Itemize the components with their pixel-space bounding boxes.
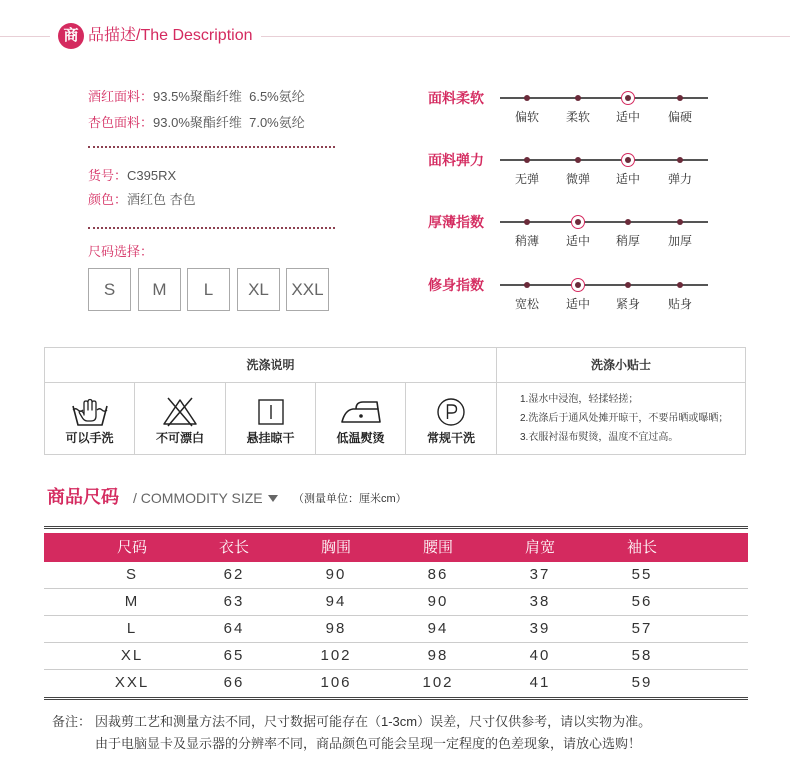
wash-symbol-label: 悬挂晾干 (246, 431, 295, 445)
measurement-unit: （测量单位：厘米cm） (293, 493, 407, 505)
column-header: 肩宽 (524, 539, 555, 556)
table-cell: 94 (427, 620, 449, 637)
wash-symbol-cell (226, 383, 315, 454)
scale-level-label: 适中 (565, 297, 590, 311)
size-option-s[interactable]: S (88, 268, 131, 311)
table-cell: 65 (223, 647, 245, 664)
size-option-m[interactable]: M (138, 268, 181, 311)
table-top-rule (44, 526, 748, 529)
table-row (44, 616, 748, 643)
table-cell: 58 (631, 647, 653, 664)
table-row (44, 562, 748, 589)
material-label: 杏色面料： (88, 115, 154, 130)
scale-level-label: 弹力 (667, 172, 692, 186)
table-cell: XXL (114, 674, 150, 691)
item-number-row (88, 167, 176, 185)
size-chart-subtitle: / COMMODITY SIZE (133, 490, 263, 506)
note-label: 备注： (52, 714, 92, 729)
section-header (50, 22, 261, 50)
material-value: 93.0%聚酯纤维 7.0%氨纶 (153, 115, 305, 130)
hand-wash-icon (45, 395, 134, 429)
wash-symbol-label: 常规干洗 (426, 431, 475, 445)
scale-level-label: 微弹 (565, 172, 590, 186)
scale-level-label: 偏硬 (667, 110, 692, 124)
washing-tip: 1.湿水中浸泡，轻揉轻搓； (520, 394, 639, 405)
table-cell: 55 (631, 566, 653, 583)
scale-level-label: 宽松 (514, 297, 539, 311)
scale-level-label: 贴身 (667, 297, 692, 311)
table-cell: 106 (320, 674, 352, 691)
scale-level-label: 适中 (565, 234, 590, 248)
washing-tip: 2.洗涤后于通风处摊开晾干，不要吊晒或曝晒； (520, 413, 729, 424)
wash-symbol-cell (45, 383, 134, 454)
table-cell: 94 (325, 593, 347, 610)
table-row (44, 643, 748, 670)
scale-level-label: 无弹 (514, 172, 539, 186)
table-cell: S (125, 566, 138, 583)
table-cell: 57 (631, 620, 653, 637)
table-cell: 102 (320, 647, 352, 664)
washing-tip: 3.衣服衬湿布熨烫，温度不宜过高。 (520, 432, 679, 443)
scale-title: 面料柔软 (428, 90, 484, 106)
note-text: 由于电脑显卡及显示器的分辨率不同，商品颜色可能会呈现一定程度的色差现象，请放心选购！ (95, 736, 642, 751)
dry-clean-icon (406, 395, 496, 429)
table-cell: 39 (529, 620, 551, 637)
wash-symbol-label: 可以手洗 (65, 431, 114, 445)
table-cell: 38 (529, 593, 551, 610)
item-number-value: C395RX (127, 168, 177, 183)
table-cell: 90 (325, 566, 347, 583)
section-title: 品描述/The Description (88, 27, 253, 44)
wash-symbol-cell (316, 383, 405, 454)
shop-badge-icon: 商 (58, 23, 84, 49)
hang-dry-icon (226, 395, 315, 429)
scale-title: 厚薄指数 (428, 214, 484, 230)
dotted-divider (88, 146, 335, 148)
softness-scale (428, 88, 718, 128)
column-header: 胸围 (320, 539, 351, 556)
table-cell: 63 (223, 593, 245, 610)
dotted-divider (88, 227, 335, 229)
material-row (88, 114, 305, 132)
table-row (44, 589, 748, 616)
color-value: 酒红色 杏色 (127, 192, 196, 207)
table-cell: 86 (427, 566, 449, 583)
caret-down-icon (268, 495, 278, 502)
thickness-scale (428, 212, 718, 252)
size-select-label: 尺码选择： (88, 244, 154, 259)
size-chart-title: 商品尺码 (47, 487, 119, 507)
size-option-xl[interactable]: XL (237, 268, 280, 311)
size-option-l[interactable]: L (187, 268, 230, 311)
color-label: 颜色： (88, 192, 128, 207)
table-cell: 66 (223, 674, 245, 691)
table-cell: 102 (422, 674, 454, 691)
column-header: 尺码 (116, 539, 147, 556)
no-bleach-icon (135, 395, 225, 429)
color-row (88, 191, 196, 209)
table-row (44, 670, 748, 700)
scale-title: 面料弹力 (428, 152, 484, 168)
table-cell: 56 (631, 593, 653, 610)
scale-level-label: 稍薄 (514, 234, 539, 248)
washing-tips-title: 洗涤小贴士 (590, 358, 651, 372)
scale-level-label: 紧身 (615, 297, 640, 311)
table-cell: 64 (223, 620, 245, 637)
low-temp-iron-icon (316, 395, 405, 429)
table-cell: 59 (631, 674, 653, 691)
table-cell: 98 (427, 647, 449, 664)
table-cell: L (126, 620, 138, 637)
wash-symbol-cell (406, 383, 496, 454)
scale-title: 修身指数 (428, 277, 484, 293)
washing-table (44, 347, 746, 455)
column-header: 衣长 (218, 539, 249, 556)
table-cell: 41 (529, 674, 551, 691)
scale-level-label: 柔软 (565, 110, 590, 124)
column-header: 腰围 (422, 539, 453, 556)
washing-title: 洗涤说明 (246, 358, 295, 372)
size-table-header (44, 533, 748, 562)
elasticity-scale (428, 150, 718, 190)
size-option-xxl[interactable]: XXL (286, 268, 329, 311)
table-cell: 90 (427, 593, 449, 610)
note-text: 因裁剪工艺和测量方法不同，尺寸数据可能存在（1-3cm）误差，尺寸仅供参考，请以实物为准。 (95, 714, 652, 729)
column-header: 袖长 (626, 539, 657, 556)
table-cell: XL (120, 647, 144, 664)
scale-level-label: 适中 (615, 172, 640, 186)
scale-level-label: 稍厚 (615, 234, 640, 248)
size-select-heading (88, 243, 153, 261)
wash-symbol-cell (135, 383, 225, 454)
scale-level-label: 偏软 (514, 110, 539, 124)
table-cell: 40 (529, 647, 551, 664)
table-cell: 98 (325, 620, 347, 637)
material-label: 酒红面料： (88, 89, 154, 104)
material-row (88, 88, 305, 106)
wash-symbol-label: 不可漂白 (155, 431, 204, 445)
item-number-label: 货号： (88, 168, 128, 183)
scale-level-label: 适中 (615, 110, 640, 124)
table-cell: 62 (223, 566, 245, 583)
material-value: 93.5%聚酯纤维 6.5%氨纶 (153, 89, 305, 104)
wash-symbol-label: 低温熨烫 (336, 431, 385, 445)
scale-level-label: 加厚 (667, 234, 692, 248)
fit-scale (428, 275, 718, 315)
table-cell: M (124, 593, 140, 610)
table-cell: 37 (529, 566, 551, 583)
